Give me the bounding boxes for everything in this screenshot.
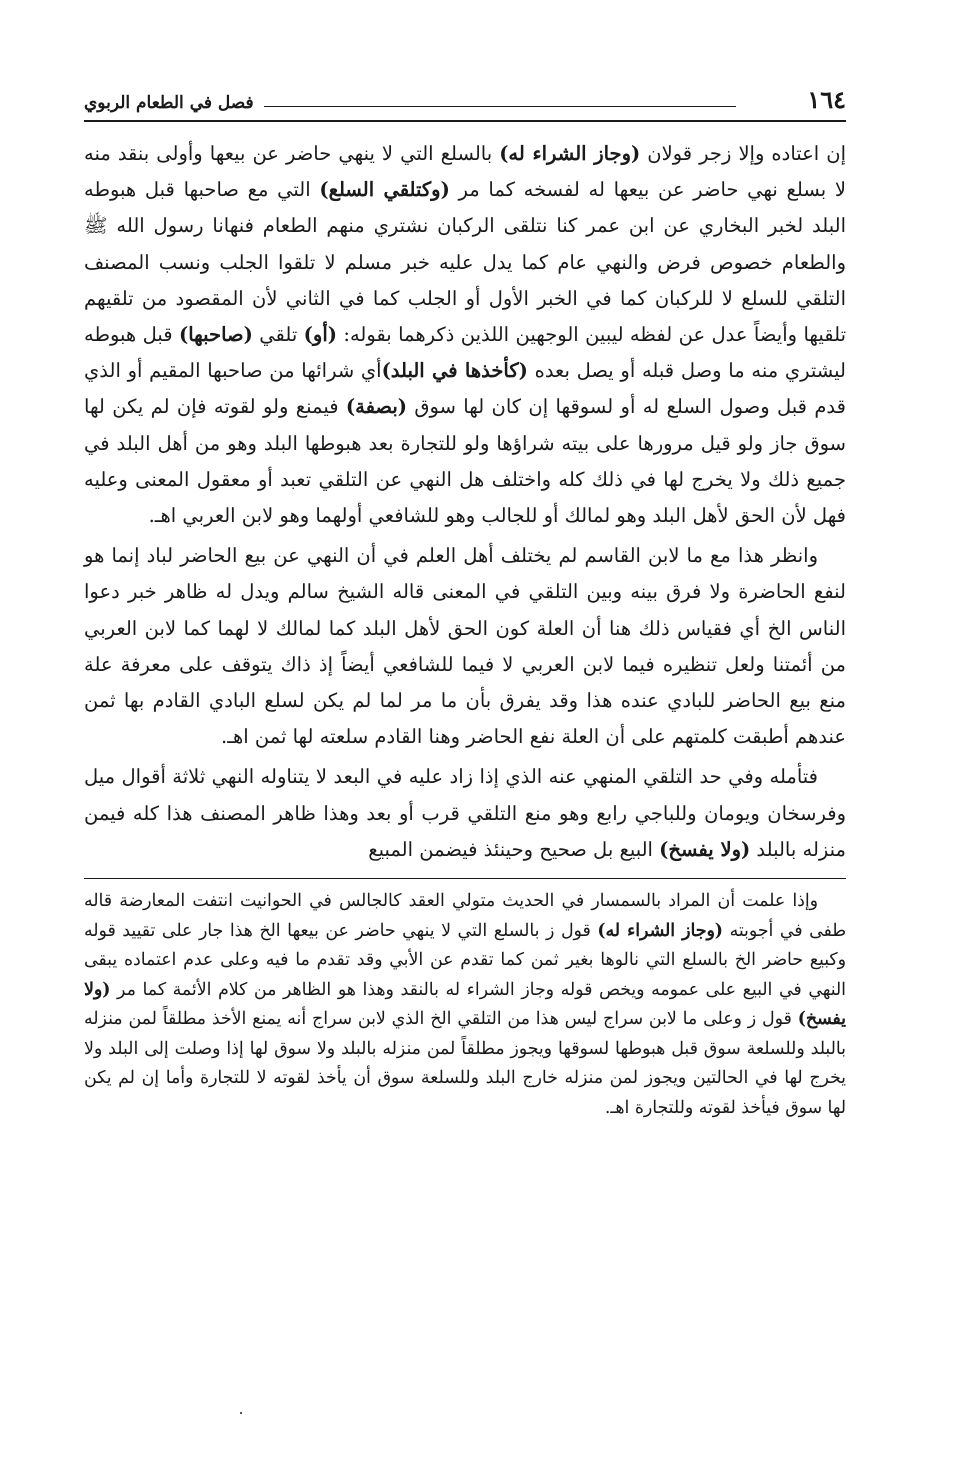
footnote-divider (84, 878, 846, 879)
text-run: التي مع صاحبها قبل هبوطه البلد لخبر البخاري عن ابن عمر كنا نتلقى الركبان نشتري منهم الطعام فنهانا رسول الله ﷺ والطعام خصوص فرض والنهي عام كما يدل عليه خبر مسلم لا تلقوا الجلب ونسب المصنف التلقي للسلع لا للركبان كما في الخبر الأول أو الجلب كما في الثاني لأن المقصود من تلقيهم تلقيها وأيضاً عدل عن لفظه ليبين الوجهين اللذين ذكرهما بقوله: (84, 178, 847, 347)
text-run: قول ز بالسلع التي لا ينهي حاضر عن بيعها الخ هذا جار على تقييد قوله وكبيع حاضر الخ بالسلع التي نالوها بغير ثمن كما تقدم عن الأبي وقد تقدم ما فيه وعلى عدم اعتماده يبقى النهي في البيع على عمومه ويخص قوله وجاز الشراء له بالنقد وهذا هو الظاهر من كلام الأئمة كما مر (84, 920, 846, 1000)
matn-quote: (كأخذها في البلد) (381, 359, 528, 383)
text-run: بالسلع التي لا ينهي حاضر عن بيعها وأولى بنقد منه لا بسلع نهي حاضر عن بيعها له لفسخه كما مر (84, 142, 846, 202)
scan-speck (240, 1412, 242, 1414)
page-header (84, 86, 846, 122)
matn-quote: (وجاز الشراء له) (597, 920, 723, 941)
footnote (84, 887, 846, 1123)
matn-quote: (وجاز الشراء له) (499, 142, 641, 165)
text-run: تلقي (252, 323, 304, 347)
matn-quote: (صاحبها) (179, 323, 253, 347)
main-paragraph-3 (84, 759, 846, 868)
page-number: ١٦٤ (807, 85, 846, 114)
page (84, 86, 846, 1456)
text-run: أي شرائها من صاحبها المقيم أو الذي قدم قبل وصول السلع له أو لسوقها إن كان لها سوق (84, 359, 846, 419)
matn-quote: (ولا يفسخ) (659, 837, 751, 861)
matn-quote: (أو) (303, 323, 337, 347)
main-text (84, 136, 846, 868)
text-run: فتأمله وفي حد التلقي المنهي عنه الذي إذا زاد عليه في البعد لا يتناوله النهي ثلاثة أقوال ميل وفرسخان ويومان وللباجي رابع وهو منع التلقي قرب أو بعد وهذا ظاهر المصنف هذا كله فيمن منزله بالبلد (84, 765, 846, 861)
text-run: فيمنع ولو لقوته فإن لم يكن لها سوق جاز ولو قيل مرورها على بيته شراؤها ولو للتجارة بعد هبوطها البلد وهو من أهل البلد في جميع ذلك ولا يخرج لها في ذلك كله واختلف هل النهي عن التلقي تعبد أو معقول المعنى وعليه فهل لأن الحق لأهل البلد وهو لمالك أو للجالب وهو للشافعي أولهما وهو لابن العربي اهـ. (84, 395, 846, 528)
text-run: البيع بل صحيح وحينئذ فيضمن المبيع (368, 837, 660, 861)
running-title: فصل في الطعام الربوي (84, 93, 254, 113)
text-run: قبل هبوطه ليشتري منه ما وصل قبله أو يصل بعده (84, 323, 847, 383)
matn-quote: (ولا يفسخ) (84, 979, 846, 1030)
text-run: وإذا علمت أن المراد بالسمسار في الحديث متولي العقد كالجالس في الحوانيت انتفت المعارضة قاله طفى في أجوبته (84, 891, 846, 941)
main-paragraph-1 (84, 136, 846, 534)
text-run: إن اعتاده وإلا زجر قولان (640, 142, 846, 165)
text-run: قول ز وعلى ما لابن سراج ليس هذا من التلقي الخ الذي لابن سراج أنه يمنع الأخذ مطلقاً لمن منزله بالبلد وللسلعة سوق قبل هبوطها لسوقها ويجوز مطلقاً لمن منزله بالبلد ولا سوق لها إذا وصلت إلى البلد ولا يخرج لها في الحالتين ويجوز لمن منزله خارج البلد وللسلعة سوق أن يأخذ لقوته لا للتجارة وأما إن لم يكن لها سوق فيأخذ لقوته وللتجارة اهـ. (84, 1009, 846, 1118)
matn-quote: (بصفة) (345, 395, 407, 419)
main-paragraph-2: وانظر هذا مع ما لابن القاسم لم يختلف أهل العلم في أن النهي عن بيع الحاضر لباد إنما هو لنفع الحاضرة ولا فرق بينه وبين التلقي في المعنى قاله الشيخ سالم ويدل له ظاهر خبر دعوا الناس الخ أي فقياس ذلك هنا أن العلة كون الحق لأهل البلد كما لمالك لا لهما كما لابن العربي من أئمتنا ولعل تنظيره فيما لابن العربي لا فيما للشافعي أيضاً إذ ذاك يتوقف على معرفة علة منع بيع الحاضر للبادي عنده هذا وقد يفرق بأن ما مر لما لم يكن لسلع البادي القادم بها ثمن عندهم أطبقت كلمتهم على أن العلة نفع الحاضر وهنا القادم سلعته لها ثمن اهـ. (84, 544, 846, 749)
header-rule (264, 106, 736, 107)
matn-quote: (وكتلقي السلع) (319, 178, 450, 202)
